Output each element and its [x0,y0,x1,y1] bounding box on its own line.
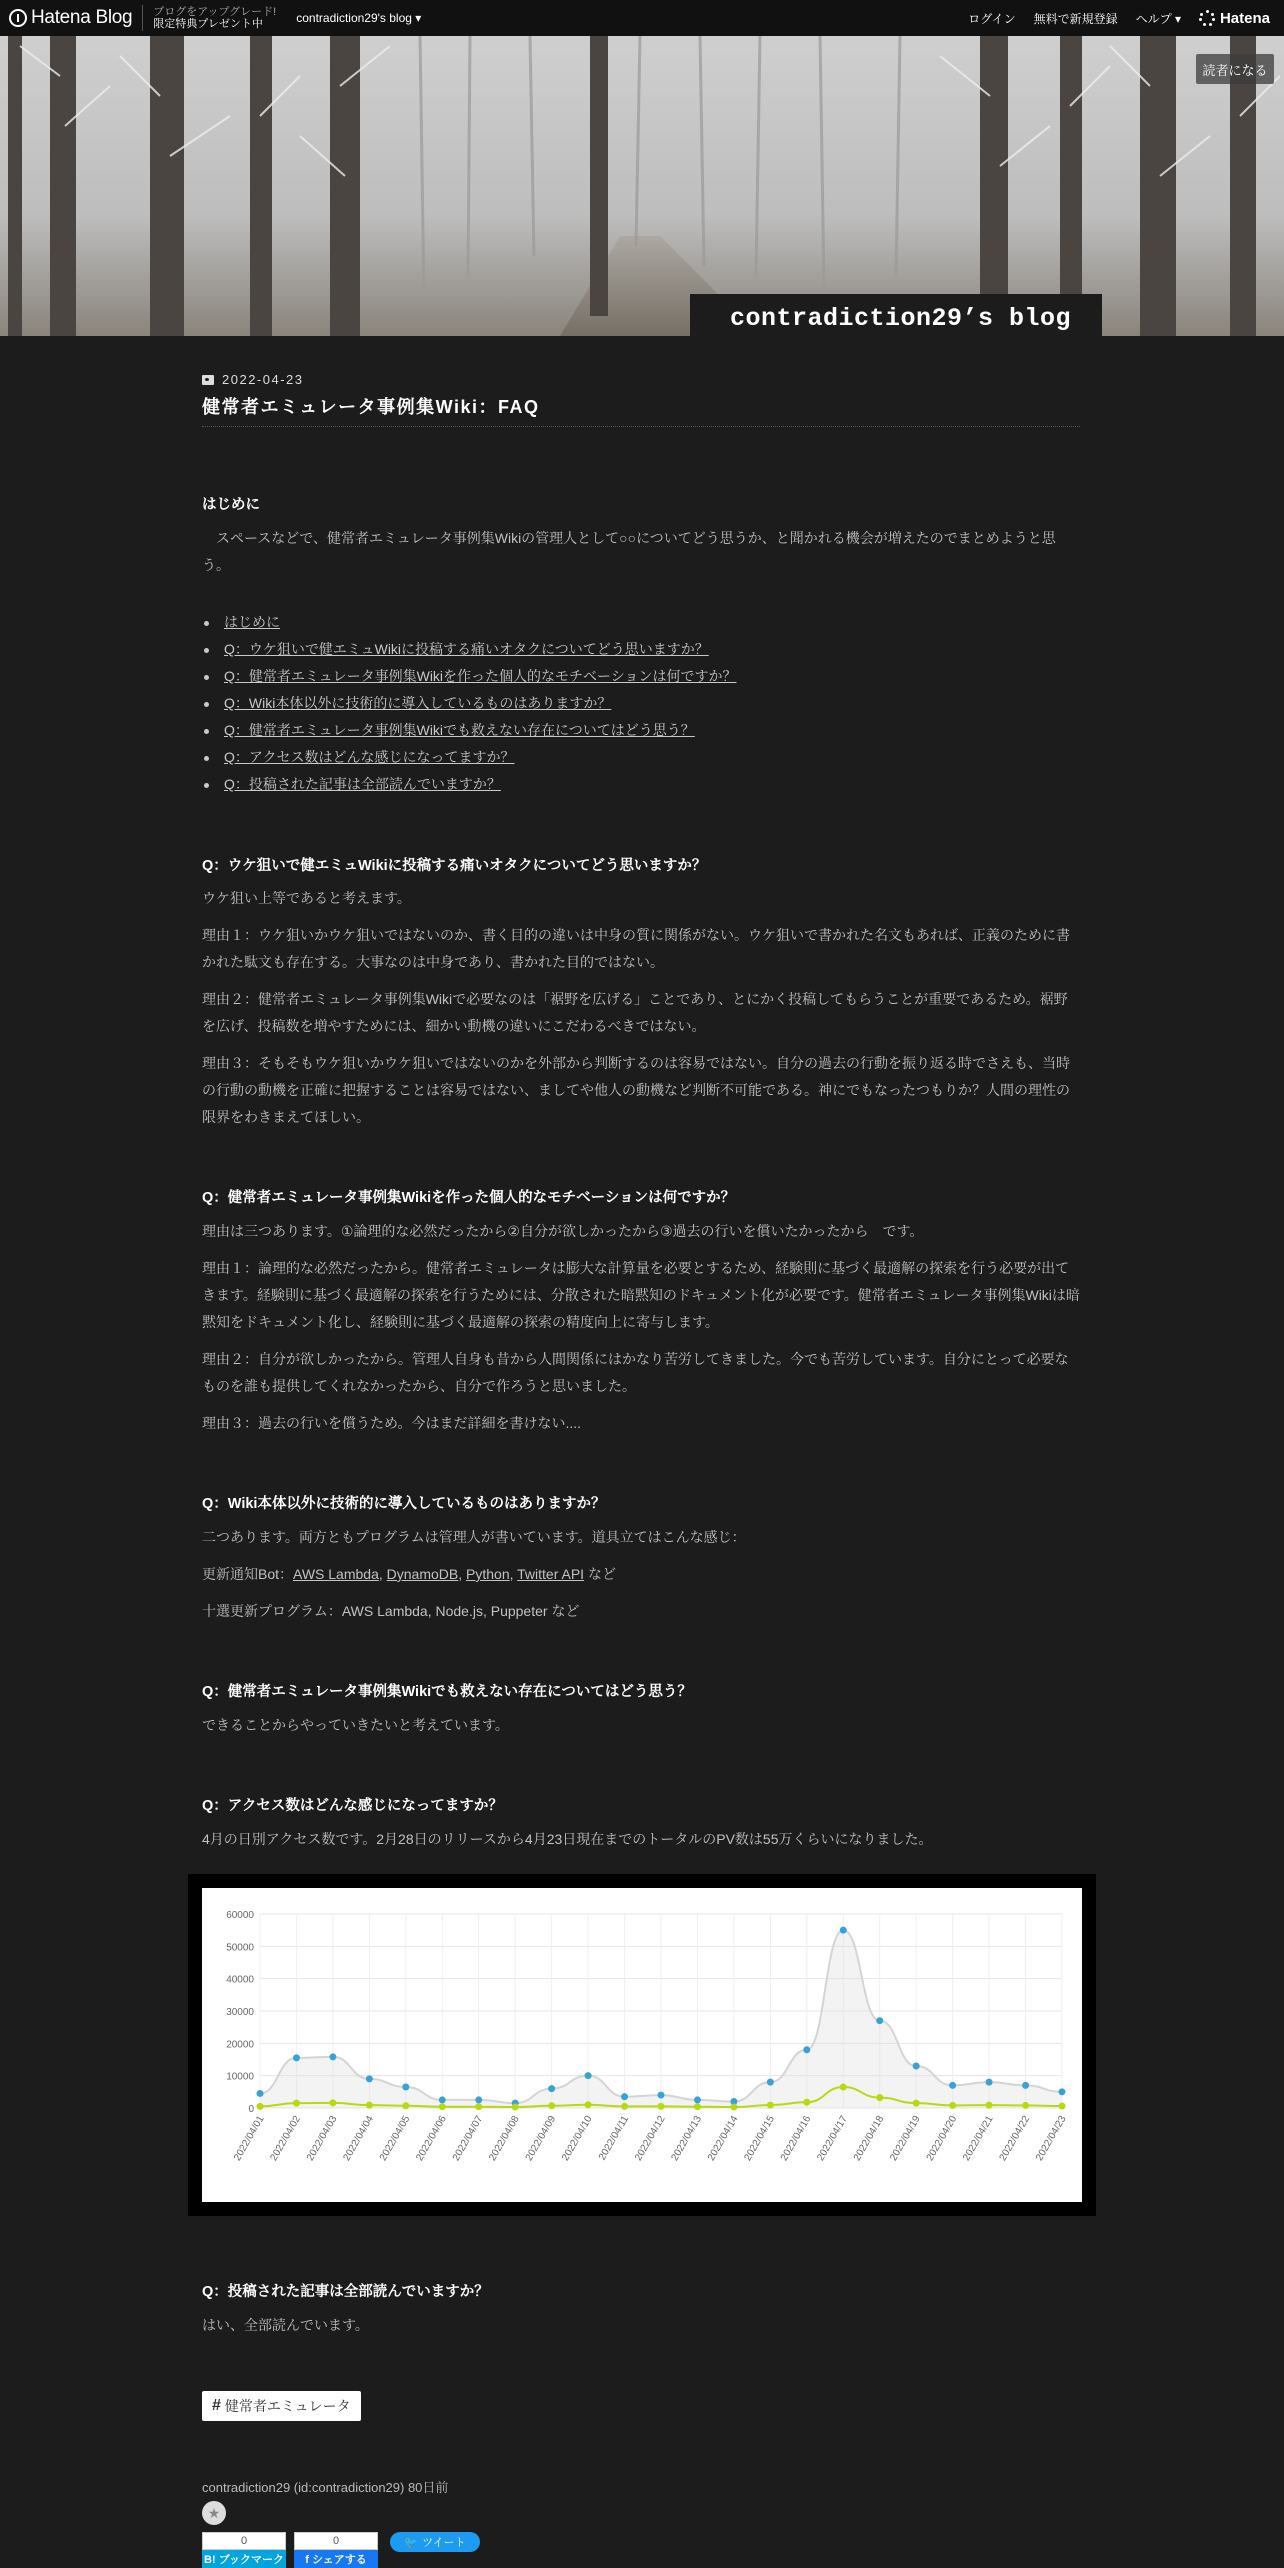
table-of-contents [224,609,736,798]
data-point [439,2096,446,2103]
upgrade-link[interactable] [153,6,276,30]
signup-link[interactable]: 無料で新規登録 [1033,11,1118,26]
bookmark-count: 0 [202,2532,286,2550]
data-point [949,2102,956,2109]
x-tick-label: 2022/04/13 [669,2114,705,2163]
snowy-forest-image [0,36,1284,336]
x-tick-label: 2022/04/17 [815,2114,850,2163]
q1-paragraph-1: ウケ狙い上等であると考えます。 [202,890,411,906]
subscribe-button[interactable]: 読者になる [1196,54,1274,84]
tweet-button[interactable] [390,2532,480,2552]
q1-paragraph-2: 理由１：ウケ狙いかウケ狙いではないのか、書く目的の違いは中身の質に関係がない。ウケ狙いで書かれた名文もあれば、正義のために書かれた駄文も存在する。大事なのは中身であり、書かれた目的ではない。 [202,927,1070,970]
q1-paragraph-3: 理由２：健常者エミュレータ事例集Wikiで必要なのは「裾野を広げる」ことであり、とにかく投稿してもらうことが重要であるため。裾野を広げ、投稿数を増やすためには、細かい動機の違いにこだわるべきではない。 [202,991,1068,1034]
toc-link[interactable]: Q：健常者エミュレータ事例集Wikiを作った個人的なモチベーションは何ですか？ [224,668,737,684]
heading-q5: Q：アクセス数はどんな感じになってますか？ [202,1798,503,1814]
data-point [803,2099,810,2106]
data-point [366,2102,373,2109]
x-tick-label: 2022/04/04 [341,2114,376,2163]
header-right [968,10,1284,27]
toc-item [224,636,736,663]
data-point [475,2103,482,2110]
x-tick-label: 2022/04/03 [304,2114,340,2163]
x-tick-label: 2022/04/19 [888,2114,923,2163]
hatena-blog-logo[interactable] [9,0,132,36]
toc-link[interactable]: Q：健常者エミュレータ事例集Wikiでも救えない存在についてはどう思う？ [224,722,695,738]
data-point [840,1927,847,1934]
post-title[interactable]: 健常者エミュレータ事例集Wiki：FAQ [202,397,540,417]
data-point [986,2102,993,2109]
q3-paragraph-3: 十選更新プログラム：AWS Lambda, Node.js, Puppeter など [202,1603,580,1619]
data-point [621,2093,628,2100]
q5-paragraph-1: 4月の日別アクセス数です。2月28日のリリースから4月23日現在までのトータルのPV数は55万くらいになりました。 [202,1831,933,1847]
x-tick-label: 2022/04/06 [414,2114,449,2163]
y-tick-label: 20000 [226,2039,254,2051]
toc-item [224,744,736,771]
heading-q1: Q：ウケ狙いで健エミュWikiに投稿する痛いオタクについてどう思いますか？ [202,858,707,874]
data-point [439,2103,446,2110]
tweet-label: ツイート [422,2537,466,2549]
data-point [694,2103,701,2110]
facebook-count: 0 [294,2532,378,2550]
x-tick-label: 2022/04/11 [596,2114,632,2163]
x-tick-label: 2022/04/15 [742,2114,777,2163]
q3-paragraph-2: 更新通知Bot：AWS Lambda, DynamoDB, Python, Twitter API など [202,1566,616,1582]
data-point [767,2102,774,2109]
blog-header-image [0,36,1284,336]
q3-prefix: 更新通知Bot： [202,1566,294,1582]
toc-link[interactable]: Q：投稿された記事は全部読んでいますか？ [224,776,501,792]
hatena-blog-icon [9,9,27,27]
toc-link[interactable]: Q：アクセス数はどんな感じになってますか？ [224,749,515,765]
data-point [876,2017,883,2024]
q2-paragraph-1: 理由は三つあります。①論理的な必然だったから②自分が欲しかったから③過去の行いを償いたかったから です。 [202,1223,924,1239]
upgrade-line1: ブログをアップグレード! [153,6,277,18]
login-link[interactable]: ログイン [968,11,1016,26]
x-tick-label: 2022/04/20 [924,2114,960,2163]
data-point [1022,2102,1029,2109]
post-date[interactable] [202,372,304,387]
x-tick-label: 2022/04/07 [450,2114,486,2163]
q6-paragraph-1: はい、全部読んでいます。 [202,2317,369,2333]
facebook-share[interactable] [294,2532,378,2568]
y-tick-label: 40000 [226,1974,254,1986]
q2-paragraph-3: 理由２：自分が欲しかったから。管理人自身も昔から人間関係にはかなり苦労してきました。今でも苦労しています。自分にとって必要なものを誰も提供してくれなかったから、自分で作ろうと思いました。 [202,1351,1069,1394]
toc-item [224,663,736,690]
bookmark-share[interactable] [202,2532,286,2568]
data-point [366,2075,373,2082]
data-point [913,2100,920,2107]
camera-icon [202,375,214,385]
help-dropdown[interactable]: ヘルプ ▾ [1135,11,1181,26]
hatena-text: Hatena [1219,9,1270,27]
y-tick-label: 10000 [226,2071,254,2083]
y-tick-label: 30000 [226,2007,254,2018]
bookmark-label: B! ブックマーク [202,2550,286,2568]
y-tick-label: 50000 [226,1942,254,1954]
data-point [840,2083,847,2090]
data-point [694,2096,701,2103]
data-point [475,2096,482,2103]
data-point [329,2099,336,2106]
data-point [257,2103,264,2110]
logo-text: Hatena Blog [31,7,133,28]
data-point [329,2053,336,2060]
author-line[interactable]: contradiction29 (id:contradiction29) 80日前 [202,2480,449,2495]
q1-paragraph-4: 理由３：そもそもウケ狙いかウケ狙いではないのかを外部から判断するのは容易ではない。自分の過去の行動を振り返る時でさえも、当時の行動の動機を正確に把握することは容易ではない、ましてや他人の動機など判断不可能である。神にでもなったつもりか？人間の理性の限界をわきまえてほしい。 [202,1055,1070,1125]
data-point [767,2079,774,2086]
add-star-button[interactable]: ★ [202,2501,226,2525]
data-point [876,2094,883,2101]
x-tick-label: 2022/04/12 [633,2114,668,2163]
data-point [548,2085,555,2092]
dynamodb-link[interactable]: DynamoDB [386,1566,459,1582]
twitter-bird-icon: 🐦 [404,2536,419,2549]
q2-paragraph-2: 理由１：論理的な必然だったから。健常者エミュレータは膨大な計算量を必要とするため、経験則に基づく最適解の探索を行う必要が出てきます。経験則に基づく最適解の探索を行うためには、分散された暗黙知のドキュメント化が必要です。健常者エミュレータ事例集Wikiは暗黙知をドキュメント化し、経験則に基づく最適解の探索の精度向上に寄与します。 [202,1260,1080,1330]
heading-intro: はじめに [202,497,260,513]
data-point [803,2046,810,2053]
q4-paragraph-1: できることからやっていきたいと考えています。 [202,1717,509,1733]
data-point [730,2104,737,2111]
q3-paragraph-1: 二つあります。両方ともプログラムは管理人が書いています。道具立てはこんな感じ： [202,1529,746,1545]
data-point [293,2054,300,2061]
heading-q4: Q：健常者エミュレータ事例集Wikiでも救えない存在についてはどう思う？ [202,1684,692,1700]
divider [142,5,143,31]
heading-q3: Q：Wiki本体以外に技術的に導入しているものはありますか？ [202,1496,606,1512]
facebook-label: f シェアする [294,2550,378,2568]
toc-link[interactable]: Q：ウケ狙いで健エミュWikiに投稿する痛いオタクについてどう思いますか？ [224,641,709,657]
blog-selector-dropdown[interactable]: contradiction29's blog ▾ [296,11,422,25]
x-tick-label: 2022/04/01 [232,2114,267,2163]
data-point [402,2102,409,2109]
title-divider [202,426,1080,427]
data-point [585,2101,592,2108]
x-tick-label: 2022/04/23 [1034,2114,1069,2163]
data-point [621,2103,628,2110]
hatena-dots-icon [1199,10,1215,26]
x-tick-label: 2022/04/16 [778,2114,814,2163]
x-tick-label: 2022/04/08 [487,2114,522,2163]
x-tick-label: 2022/04/10 [560,2114,595,2163]
toc-link[interactable]: Q：Wiki本体以外に技術的に導入しているものはありますか？ [224,695,612,711]
heading-q2: Q：健常者エミュレータ事例集Wikiを作った個人的なモチベーションは何ですか？ [202,1190,736,1206]
hash-icon: # [212,2397,221,2414]
data-point [402,2083,409,2090]
x-tick-label: 2022/04/22 [997,2114,1033,2163]
python-link[interactable]: Python [466,1566,510,1582]
toc-link[interactable]: はじめに [224,614,280,630]
q3-suffix: など [584,1566,616,1582]
data-point [949,2082,956,2089]
blog-title[interactable]: contradiction29’s blog [690,294,1102,336]
upgrade-line2: 限定特典プレゼント中 [153,18,263,30]
access-chart [202,1888,1082,2202]
toc-item [224,771,736,798]
global-header [0,0,1284,36]
heading-q6: Q：投稿された記事は全部読んでいますか？ [202,2284,489,2300]
x-tick-label: 2022/04/05 [377,2114,413,2163]
q2-paragraph-4: 理由３：過去の行いを償うため。今はまだ詳細を書けない.... [202,1415,581,1431]
data-point [257,2090,264,2097]
aws-lambda-link[interactable]: AWS Lambda [293,1566,379,1582]
data-point [585,2072,592,2079]
data-point [658,2103,665,2110]
x-tick-label: 2022/04/21 [961,2114,996,2163]
data-point [913,2062,920,2069]
tag-label: 健常者エミュレータ [224,2398,351,2414]
x-tick-label: 2022/04/14 [705,2114,741,2163]
data-point [1022,2082,1029,2089]
x-tick-label: 2022/04/02 [268,2114,304,2163]
data-point [548,2102,555,2109]
chart-frame [188,1874,1096,2216]
intro-paragraph: スペースなどで、健常者エミュレータ事例集Wikiの管理人として○○についてどう思うか、と聞かれる機会が増えたのでまとめようと思う。 [202,530,1056,573]
data-point [293,2100,300,2107]
toc-item [224,609,736,636]
x-tick-label: 2022/04/09 [523,2114,559,2163]
x-tick-label: 2022/04/18 [851,2114,887,2163]
data-point [1059,2088,1066,2095]
chart-container [202,1888,1082,2202]
y-tick-label: 60000 [226,1910,254,1921]
toc-item [224,717,736,744]
data-point [986,2079,993,2086]
y-tick-label: 0 [248,2104,254,2115]
post-date-text: 2022-04-23 [222,372,304,387]
twitter-api-link[interactable]: Twitter API [517,1566,585,1582]
category-tag[interactable] [202,2391,361,2421]
data-point [512,2104,519,2111]
data-point [658,2092,665,2099]
data-point [1059,2103,1066,2110]
hatena-link[interactable] [1199,10,1270,27]
toc-item [224,690,736,717]
